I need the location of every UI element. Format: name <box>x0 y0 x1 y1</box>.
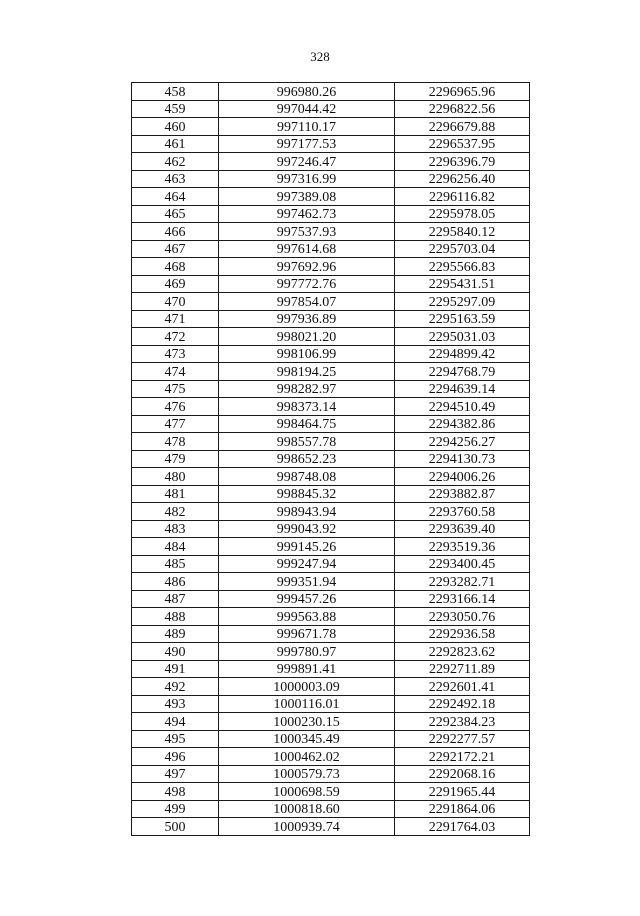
x-coordinate-cell: 997389.08 <box>219 188 395 206</box>
x-coordinate-cell: 1000116.01 <box>219 695 395 713</box>
point-number-cell: 491 <box>132 660 219 678</box>
coordinate-table <box>131 82 530 836</box>
x-coordinate-cell: 997854.07 <box>219 293 395 311</box>
y-coordinate-cell: 2293400.45 <box>395 555 530 573</box>
x-coordinate-cell: 998652.23 <box>219 450 395 468</box>
point-number-cell: 477 <box>132 415 219 433</box>
x-coordinate-cell: 996980.26 <box>219 83 395 101</box>
y-coordinate-cell: 2294899.42 <box>395 345 530 363</box>
table-row <box>132 118 530 136</box>
x-coordinate-cell: 997614.68 <box>219 240 395 258</box>
x-coordinate-cell: 998021.20 <box>219 328 395 346</box>
table-row <box>132 573 530 591</box>
y-coordinate-cell: 2296965.96 <box>395 83 530 101</box>
point-number-cell: 483 <box>132 520 219 538</box>
y-coordinate-cell: 2292492.18 <box>395 695 530 713</box>
point-number-cell: 493 <box>132 695 219 713</box>
x-coordinate-cell: 997177.53 <box>219 135 395 153</box>
point-number-cell: 496 <box>132 748 219 766</box>
y-coordinate-cell: 2292068.16 <box>395 765 530 783</box>
point-number-cell: 482 <box>132 503 219 521</box>
table-row <box>132 188 530 206</box>
table-row <box>132 363 530 381</box>
table-row <box>132 608 530 626</box>
point-number-cell: 462 <box>132 153 219 171</box>
point-number-cell: 492 <box>132 678 219 696</box>
y-coordinate-cell: 2295703.04 <box>395 240 530 258</box>
table-row <box>132 380 530 398</box>
coordinate-table-body <box>132 83 530 836</box>
y-coordinate-cell: 2291764.03 <box>395 818 530 836</box>
y-coordinate-cell: 2292936.58 <box>395 625 530 643</box>
point-number-cell: 478 <box>132 433 219 451</box>
y-coordinate-cell: 2293639.40 <box>395 520 530 538</box>
y-coordinate-cell: 2292711.89 <box>395 660 530 678</box>
point-number-cell: 463 <box>132 170 219 188</box>
table-row <box>132 590 530 608</box>
point-number-cell: 486 <box>132 573 219 591</box>
table-row <box>132 695 530 713</box>
y-coordinate-cell: 2294382.86 <box>395 415 530 433</box>
point-number-cell: 475 <box>132 380 219 398</box>
table-row <box>132 625 530 643</box>
table-row <box>132 765 530 783</box>
x-coordinate-cell: 999043.92 <box>219 520 395 538</box>
table-row <box>132 520 530 538</box>
x-coordinate-cell: 1000818.60 <box>219 800 395 818</box>
x-coordinate-cell: 999457.26 <box>219 590 395 608</box>
table-row <box>132 678 530 696</box>
y-coordinate-cell: 2296822.56 <box>395 100 530 118</box>
point-number-cell: 488 <box>132 608 219 626</box>
table-row <box>132 468 530 486</box>
point-number-cell: 498 <box>132 783 219 801</box>
table-row <box>132 503 530 521</box>
y-coordinate-cell: 2295978.05 <box>395 205 530 223</box>
y-coordinate-cell: 2296679.88 <box>395 118 530 136</box>
table-row <box>132 818 530 836</box>
x-coordinate-cell: 1000230.15 <box>219 713 395 731</box>
table-row <box>132 730 530 748</box>
x-coordinate-cell: 997692.96 <box>219 258 395 276</box>
point-number-cell: 460 <box>132 118 219 136</box>
y-coordinate-cell: 2296537.95 <box>395 135 530 153</box>
x-coordinate-cell: 997462.73 <box>219 205 395 223</box>
x-coordinate-cell: 998282.97 <box>219 380 395 398</box>
point-number-cell: 470 <box>132 293 219 311</box>
table-row <box>132 83 530 101</box>
point-number-cell: 494 <box>132 713 219 731</box>
y-coordinate-cell: 2292384.23 <box>395 713 530 731</box>
x-coordinate-cell: 997772.76 <box>219 275 395 293</box>
x-coordinate-cell: 999351.94 <box>219 573 395 591</box>
point-number-cell: 472 <box>132 328 219 346</box>
point-number-cell: 487 <box>132 590 219 608</box>
point-number-cell: 497 <box>132 765 219 783</box>
x-coordinate-cell: 997246.47 <box>219 153 395 171</box>
point-number-cell: 480 <box>132 468 219 486</box>
point-number-cell: 464 <box>132 188 219 206</box>
x-coordinate-cell: 999671.78 <box>219 625 395 643</box>
table-row <box>132 433 530 451</box>
y-coordinate-cell: 2293519.36 <box>395 538 530 556</box>
point-number-cell: 459 <box>132 100 219 118</box>
table-row <box>132 398 530 416</box>
table-row <box>132 748 530 766</box>
x-coordinate-cell: 999145.26 <box>219 538 395 556</box>
x-coordinate-cell: 998373.14 <box>219 398 395 416</box>
x-coordinate-cell: 999780.97 <box>219 643 395 661</box>
point-number-cell: 500 <box>132 818 219 836</box>
point-number-cell: 467 <box>132 240 219 258</box>
table-row <box>132 450 530 468</box>
table-row <box>132 223 530 241</box>
y-coordinate-cell: 2296116.82 <box>395 188 530 206</box>
x-coordinate-cell: 997110.17 <box>219 118 395 136</box>
x-coordinate-cell: 1000698.59 <box>219 783 395 801</box>
point-number-cell: 499 <box>132 800 219 818</box>
y-coordinate-cell: 2296256.40 <box>395 170 530 188</box>
x-coordinate-cell: 998845.32 <box>219 485 395 503</box>
table-row <box>132 100 530 118</box>
point-number-cell: 484 <box>132 538 219 556</box>
y-coordinate-cell: 2296396.79 <box>395 153 530 171</box>
x-coordinate-cell: 1000939.74 <box>219 818 395 836</box>
x-coordinate-cell: 997316.99 <box>219 170 395 188</box>
table-row <box>132 275 530 293</box>
x-coordinate-cell: 1000579.73 <box>219 765 395 783</box>
y-coordinate-cell: 2294130.73 <box>395 450 530 468</box>
x-coordinate-cell: 999247.94 <box>219 555 395 573</box>
table-row <box>132 310 530 328</box>
y-coordinate-cell: 2294768.79 <box>395 363 530 381</box>
table-row <box>132 135 530 153</box>
y-coordinate-cell: 2293882.87 <box>395 485 530 503</box>
point-number-cell: 473 <box>132 345 219 363</box>
x-coordinate-cell: 998106.99 <box>219 345 395 363</box>
point-number-cell: 476 <box>132 398 219 416</box>
table-row <box>132 555 530 573</box>
y-coordinate-cell: 2294256.27 <box>395 433 530 451</box>
x-coordinate-cell: 998194.25 <box>219 363 395 381</box>
x-coordinate-cell: 1000462.02 <box>219 748 395 766</box>
table-row <box>132 205 530 223</box>
table-row <box>132 293 530 311</box>
y-coordinate-cell: 2292823.62 <box>395 643 530 661</box>
table-row <box>132 345 530 363</box>
y-coordinate-cell: 2293760.58 <box>395 503 530 521</box>
point-number-cell: 481 <box>132 485 219 503</box>
y-coordinate-cell: 2295566.83 <box>395 258 530 276</box>
y-coordinate-cell: 2295163.59 <box>395 310 530 328</box>
y-coordinate-cell: 2291864.06 <box>395 800 530 818</box>
table-row <box>132 713 530 731</box>
x-coordinate-cell: 997936.89 <box>219 310 395 328</box>
point-number-cell: 466 <box>132 223 219 241</box>
y-coordinate-cell: 2292277.57 <box>395 730 530 748</box>
point-number-cell: 479 <box>132 450 219 468</box>
table-row <box>132 800 530 818</box>
point-number-cell: 489 <box>132 625 219 643</box>
y-coordinate-cell: 2295431.51 <box>395 275 530 293</box>
y-coordinate-cell: 2293050.76 <box>395 608 530 626</box>
point-number-cell: 469 <box>132 275 219 293</box>
point-number-cell: 465 <box>132 205 219 223</box>
table-row <box>132 783 530 801</box>
point-number-cell: 490 <box>132 643 219 661</box>
x-coordinate-cell: 1000003.09 <box>219 678 395 696</box>
point-number-cell: 485 <box>132 555 219 573</box>
table-row <box>132 538 530 556</box>
x-coordinate-cell: 997537.93 <box>219 223 395 241</box>
table-row <box>132 415 530 433</box>
y-coordinate-cell: 2291965.44 <box>395 783 530 801</box>
y-coordinate-cell: 2294639.14 <box>395 380 530 398</box>
y-coordinate-cell: 2295031.03 <box>395 328 530 346</box>
x-coordinate-cell: 998557.78 <box>219 433 395 451</box>
x-coordinate-cell: 997044.42 <box>219 100 395 118</box>
table-row <box>132 258 530 276</box>
y-coordinate-cell: 2295840.12 <box>395 223 530 241</box>
y-coordinate-cell: 2295297.09 <box>395 293 530 311</box>
y-coordinate-cell: 2293282.71 <box>395 573 530 591</box>
table-row <box>132 170 530 188</box>
point-number-cell: 474 <box>132 363 219 381</box>
table-row <box>132 643 530 661</box>
y-coordinate-cell: 2292172.21 <box>395 748 530 766</box>
x-coordinate-cell: 999891.41 <box>219 660 395 678</box>
table-row <box>132 240 530 258</box>
page-number: 328 <box>310 49 330 64</box>
table-row <box>132 153 530 171</box>
x-coordinate-cell: 998748.08 <box>219 468 395 486</box>
point-number-cell: 468 <box>132 258 219 276</box>
x-coordinate-cell: 999563.88 <box>219 608 395 626</box>
x-coordinate-cell: 1000345.49 <box>219 730 395 748</box>
table-row <box>132 328 530 346</box>
point-number-cell: 495 <box>132 730 219 748</box>
point-number-cell: 471 <box>132 310 219 328</box>
x-coordinate-cell: 998943.94 <box>219 503 395 521</box>
y-coordinate-cell: 2294006.26 <box>395 468 530 486</box>
table-row <box>132 660 530 678</box>
table-row <box>132 485 530 503</box>
point-number-cell: 461 <box>132 135 219 153</box>
y-coordinate-cell: 2294510.49 <box>395 398 530 416</box>
y-coordinate-cell: 2293166.14 <box>395 590 530 608</box>
point-number-cell: 458 <box>132 83 219 101</box>
y-coordinate-cell: 2292601.41 <box>395 678 530 696</box>
x-coordinate-cell: 998464.75 <box>219 415 395 433</box>
